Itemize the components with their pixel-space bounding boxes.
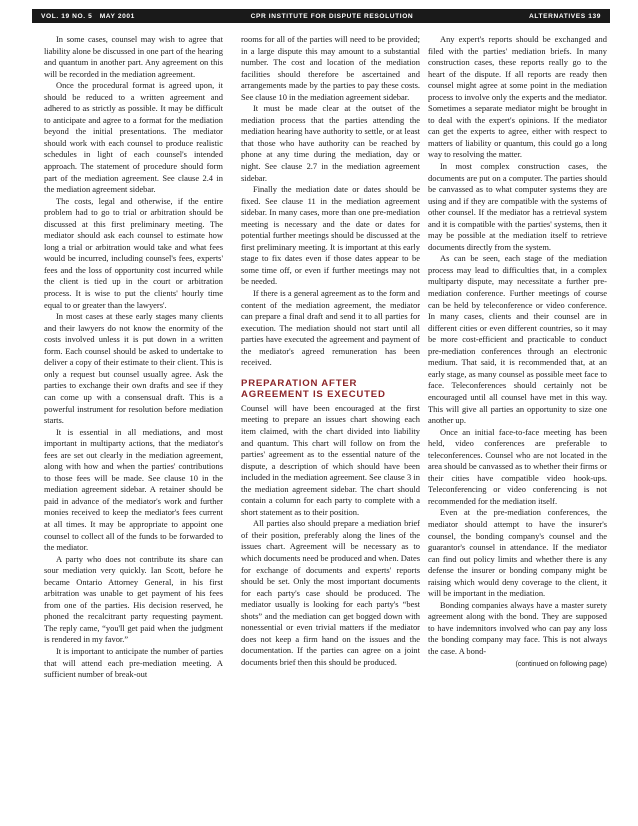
section-heading: PREPARATION AFTER AGREEMENT IS EXECUTED [241,377,386,400]
paragraph: Even at the pre-mediation conferences, the mediator should attempt to have the insurer's counsel, the bonding company's counsel and the guarantor's counsel in attendance. If the mediator can find out policy limits and whether there is any defense the insurer or bonding company might be raising which would deny coverage to the client, it will be important in the mediation. [428,507,607,599]
paragraph: It is essential in all mediations, and most important in multiparty actions, that the mediator's fees are set out clearly in the mediation agreement, along with how and when the parties' contributions to those fees will be made. See clause 10 in the mediation agreement sidebar. A retainer should be paid in advance of the mediator's work and further monies received to keep the mediator's fees current at all times. It may be appropriate to appoint one counsel to collect all of the funds to be forwarded to the mediator. [44,426,223,553]
paragraph: All parties also should prepare a mediation brief of their position, preferably along the lines of the issues chart. Agreement will be necessary as to which documents need be produced and when. Dates for exchange of documents and experts' reports should be set. Only the most important documents for each party's case should be produced. The mediator usually is looking for each party's “best shots” and the mediation can get bogged down with nonessential or even trivial matters if the mediator does not keep a firm hand on the issues and the documentation. If the parties can agree on a joint documents brief then this should be produced. [241,518,420,667]
paragraph: Once the procedural format is agreed upon, it should be reduced to a written agreement and adhered to as strictly as possible. It may be difficult to anticipate and agree to a format for the mediation beyond the initial presentations. The mediator should work with each counsel to produce realistic schedules in light of each counsel's intended approach. The statement of procedure should form part of the mediation agreement. See clause 2.4 in the mediation agreement sidebar. [44,80,223,195]
paragraph: A party who does not contribute its share can sour mediation very quickly. Ian Scott, before he became Ontario Attorney General, in his first arbitration was unable to get payment of his fees from one of the parties. His decision reserved, he phoned the recalcitrant party requesting payment. The reply came, “you'll get paid when the judgment is rendered in my favor.” [44,553,223,645]
column-right [428,34,607,810]
paragraph: Any expert's reports should be exchanged and filed with the parties' mediation briefs. In many construction cases, these reports really go to the heart of the dispute. If all reports are ready then counsel might agree at some point in the mediation process to involve only the experts and the mediator. Sometimes a separate mediator might be brought in to deal with the expert's opinions. If the mediator can get the experts to agree, either with respect to matters of liability or quantum, this could go a long way to resolving the matter. [428,34,607,160]
paragraph: It is important to anticipate the number of parties that will attend each pre-mediation meeting. A sufficient number of break-out [44,645,223,680]
paragraph: In most cases at these early stages many clients and their lawyers do not know the enormity of the costs involved unless it is put down in a written form. Each counsel should be asked to undertake to deliver a copy of their estimate to their client. This is only a request but counsel usually agree. Ask the parties to exchange their own drafts and see if they can come up with a consensual draft. This is a powerful instrument for resolution before mediation starts. [44,311,223,426]
column-middle [241,34,420,810]
page-header [32,9,610,23]
paragraph: rooms for all of the parties will need to be provided; in a large dispute this may amount to a substantial number. The cost and location of the mediation facilities should therefore be ascertained and arrangements made by the parties to pay these costs. See clause 10 in the mediation agreement sidebar. [241,34,420,102]
paragraph: It must be made clear at the outset of the mediation process that the parties attending the mediation hearing have authority to settle, or at least that those who have authority can be reached by phone at any time during the mediation, day or night. See clause 2.7 in the mediation agreement sidebar. [241,103,420,183]
paragraph: If there is a general agreement as to the form and content of the mediation agreement, the mediator can prepare a final draft and send it to all parties for execution. The mediation should not start until all parties have executed the agreement and payment of the mediator's agreed remuneration has been received. [241,288,420,368]
paragraph: As can be seen, each stage of the mediation process may lead to difficulties that, in a complex multiparty dispute, may necessitate a further pre-mediation conference. Further meetings of course can be held by teleconference or video conference. In many cases, clients and their counsel are in different cities or even different countries, so it may be more cost-efficient and practicable to conduct pre-mediation conferences through an electronic medium. That said, it is recommended that, at an early stage, as many counsel as possible meet face to face. Teleconferences should certainly not be encouraged until all counsel have met in this way. This will give all parties an opportunity to size one another up. [428,253,607,426]
publisher-name: CPR INSTITUTE FOR DISPUTE RESOLUTION [250,12,414,20]
paragraph: In most complex construction cases, the documents are put on a computer. The parties should be canvassed as to what computer systems they are using and if they are compatible with the systems of other counsel. If the mediator has a retrieval system and it is compatible with the parties' systems, then it may be possible at the mediation itself to retrieve documents directly from the system. [428,161,607,252]
paragraph: Bonding companies always have a master surety agreement along with the bond. They are supposed to have indemnitors involved who can pay any loss the bonding company may face. This is not always the case. A bond- [428,599,607,656]
volume-issue: VOL. 19 NO. 5 MAY 2001 [41,12,135,20]
paragraph: The costs, legal and otherwise, if the entire problem had to go to trial or arbitration should be discussed at this first preliminary meeting. The mediator should ask each counsel to estimate how long a trial or arbitration would take and what fees would be incurred, including counsel's fees, experts' fees and the loss of opportunity cost incurred while the client is tied up in the court or arbitration process. It is wise to put the clients' hourly time equal to or greater than the lawyers'. [44,195,223,310]
column-left [44,34,223,810]
paragraph: Counsel will have been encouraged at the first meeting to prepare an issues chart showing each item claimed, with the chart divided into liability and quantum. This chart will follow on from the parties' agreement as to the essential nature of the dispute, a description of which should have been included in the mediation agreement. See clause 3 in the mediation agreement sidebar. The chart should contain a column for each party to complete with a short statement as to their position. [241,402,420,517]
continued-notice: (continued on following page) [515,660,607,668]
paragraph: In some cases, counsel may wish to agree that liability alone be discussed in one part of the hearing and quantum in another part. Any agreement on this will be recorded in the mediation agreement. [44,34,223,79]
paragraph: Once an initial face-to-face meeting has been held, video conferences are preferable to teleconferences. Counsel who are not located in the area should be canvassed as to whether their firms or their cities have compatible video hook-ups. Teleconferencing or video conferencing is not recommended for the mediation itself. [428,426,607,506]
journal-page-number: ALTERNATIVES 139 [528,12,601,20]
paragraph: Finally the mediation date or dates should be fixed. See clause 11 in the mediation agreement sidebar. In many cases, more than one pre-mediation meeting is necessary and the date or dates for potential further meetings should be discussed at the first preliminary meeting. It is important at this early stage to fix dates even if those dates appear to be some time off, or even if further meetings may not be needed. [241,184,420,287]
